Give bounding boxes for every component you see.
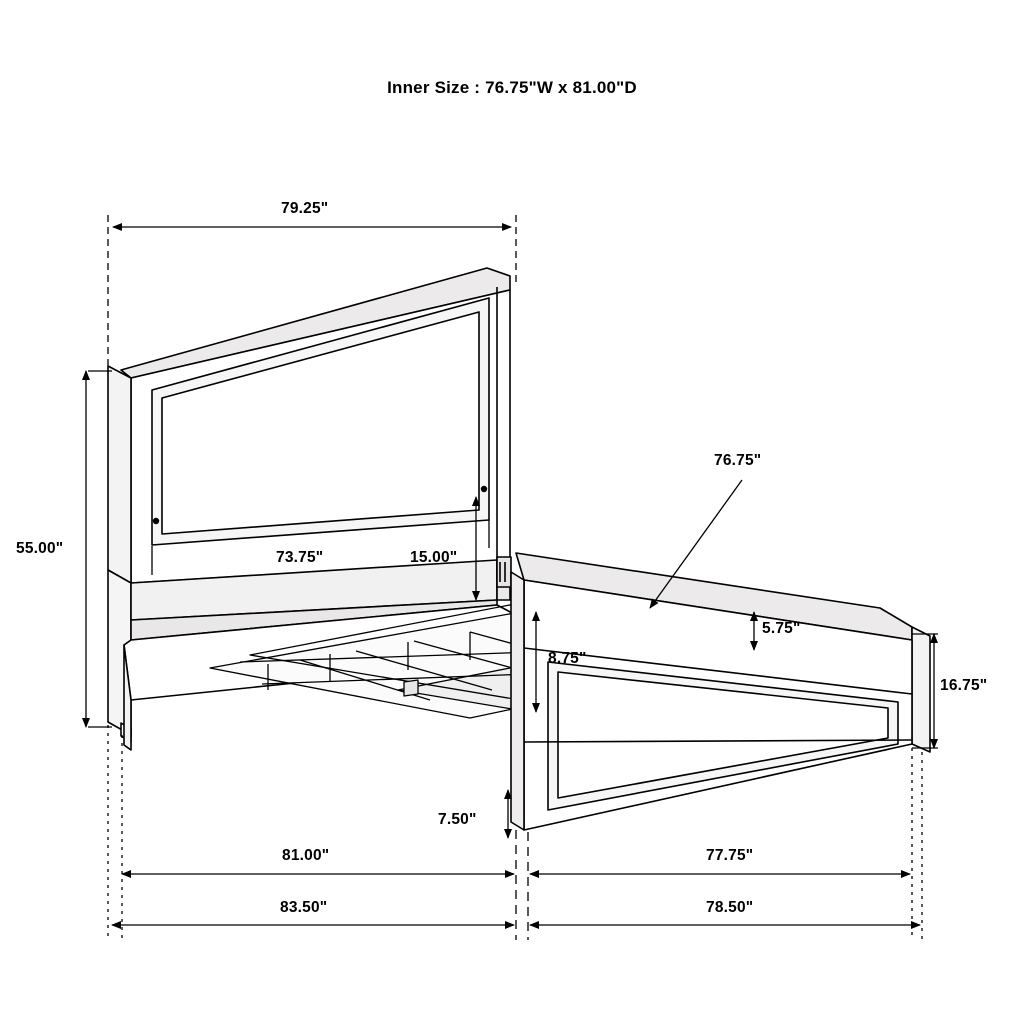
- dim-slat-height: 5.75": [762, 620, 801, 637]
- dim-deck-height: 8.75": [548, 650, 587, 667]
- dim-clearance-height: 7.50": [438, 811, 477, 828]
- page-title: Inner Size : 76.75"W x 81.00"D: [387, 78, 637, 97]
- dim-footboard-height: 16.75": [940, 677, 988, 694]
- dim-inner-width-callout: 76.75": [714, 452, 762, 469]
- dim-side-rail-length: 81.00": [282, 847, 330, 864]
- dim-headboard-panel-width: 73.75": [276, 549, 324, 566]
- bed-drawing: [108, 268, 930, 830]
- dim-rail-to-panel: 15.00": [410, 549, 458, 566]
- dim-overall-length-right: 78.50": [706, 899, 754, 916]
- dim-headboard-width: 79.25": [281, 200, 329, 217]
- dim-headboard-height: 55.00": [16, 540, 64, 557]
- dim-footboard-depth: 77.75": [706, 847, 754, 864]
- dim-overall-length-left: 83.50": [280, 899, 328, 916]
